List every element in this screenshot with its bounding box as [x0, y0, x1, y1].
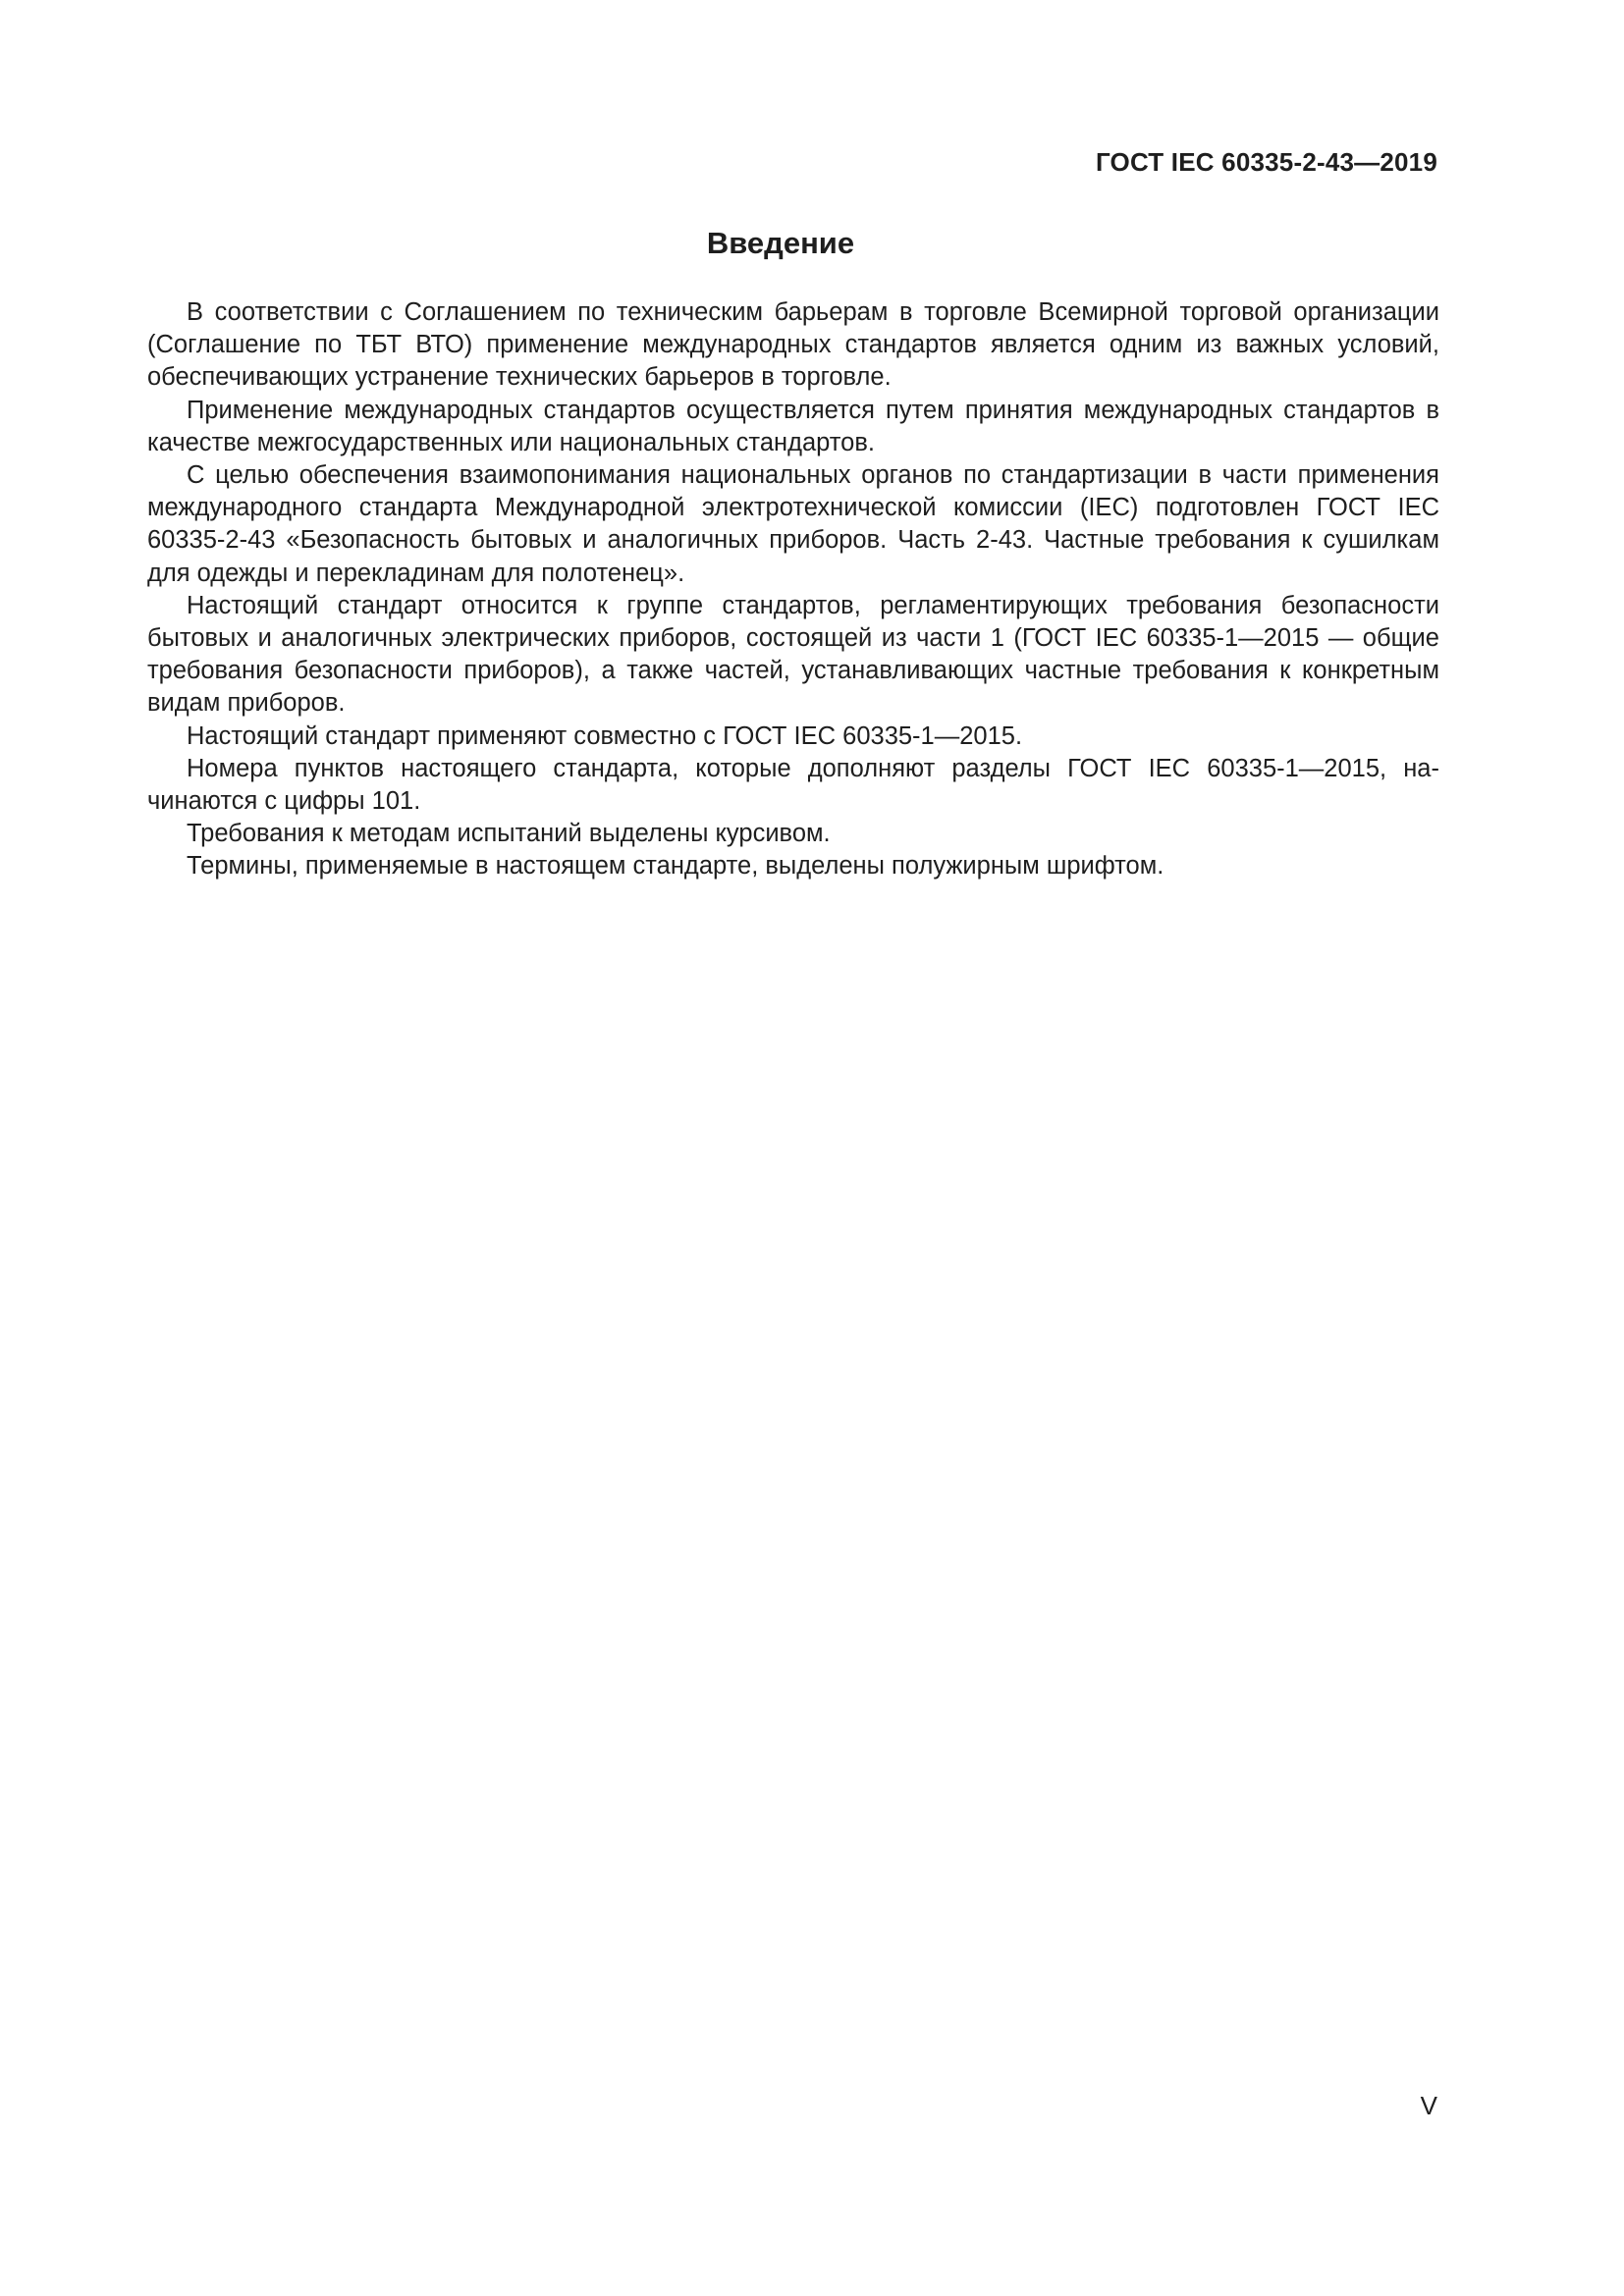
paragraph: Номера пунктов настоящего стандарта, которые дополняют разделы ГОСТ IEC 60335-1—2015, начинаются с цифры 101. — [147, 754, 1439, 816]
page-number: V — [1420, 2091, 1437, 2120]
document-code: ГОСТ IEC 60335-2-43—2019 — [1095, 147, 1437, 177]
paragraph: Настоящий стандарт относится к группе стандартов, регламентирующих требования безопасности бытовых и аналогичных электрических приборов, состоящей из части 1 (ГОСТ IEC 60335-1—2015 — общие требования безопасности приборов), а также частей, устанавливающих частные требования к конкретным видам приборов. — [147, 591, 1439, 718]
section-title: Введение — [706, 226, 855, 260]
paragraph: С целью обеспечения взаимопонимания национальных органов по стандартизации в части применения международного стандарта Международной электротехнической комиссии (IEC) подготовлен ГОСТ IEC 60335-2-43 «Безопасность бытовых и аналогичных приборов. Часть 2-43. Частные требования к сушилкам для одежды и перекладинам для полотенец». — [147, 461, 1439, 587]
paragraph: Требования к методам испытаний выделены курсивом. — [187, 820, 831, 848]
paragraph: Настоящий стандарт применяют совместно с ГОСТ IEC 60335-1—2015. — [187, 721, 1023, 750]
body-text — [147, 296, 1439, 883]
paragraph: Термины, применяемые в настоящем стандарте, выделены полужирным шрифтом. — [187, 852, 1164, 881]
paragraph: Применение международных стандартов осуществляется путем принятия международных стандартов в качестве межгосударственных или национальных стандартов. — [147, 396, 1439, 456]
paragraph: В соответствии с Соглашением по техническим барьерам в торговле Всемирной торговой организации (Соглашение по ТБТ ВТО) применение международных стандартов является одним из важных условий, обеспечивающих устранение технических барьеров в торговле. — [147, 298, 1439, 392]
